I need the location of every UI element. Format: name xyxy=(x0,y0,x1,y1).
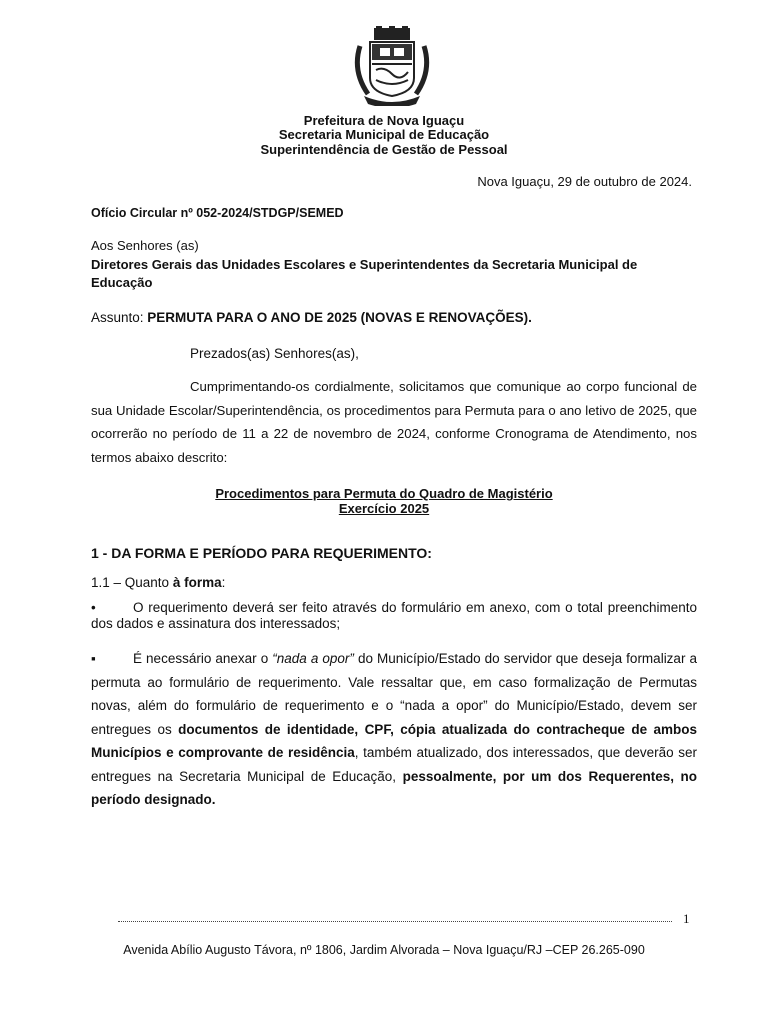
bullet-item-2 xyxy=(91,647,697,812)
coat-of-arms-logo xyxy=(350,26,434,106)
procedures-title-line-1: Procedimentos para Permuta do Quadro de Magistério xyxy=(215,486,553,501)
footer-address: Avenida Abílio Augusto Távora, nº 1806, Jardim Alvorada – Nova Iguaçu/RJ –CEP 26.265-090 xyxy=(123,943,645,957)
subject-text: PERMUTA PARA O ANO DE 2025 (NOVAS E RENOVAÇÕES). xyxy=(147,310,532,325)
bullet-1-text: O requerimento deverá ser feito através do formulário em anexo, com o total preenchimento dos dados e assinatura dos interessados; xyxy=(91,600,697,631)
round-bullet-icon: • xyxy=(91,600,96,615)
intro-text: Cumprimentando-os cordialmente, solicitamos que comunique ao corpo funcional de sua Unidade Escolar/Superintendência, os procedimentos para Permuta para o ano letivo de 2025, que ocorrerão no período de 11 a 22 de novembro de 2024, conforme Cronograma de Atendimento, nos termos abaixo descrito: xyxy=(91,379,697,465)
header-line-1: Prefeitura de Nova Iguaçu xyxy=(303,113,465,128)
square-bullet-icon: ▪ xyxy=(91,651,96,666)
bullet-2-text-1: É necessário anexar o xyxy=(133,651,273,666)
oficio-number: Ofício Circular nº 052-2024/STDGP/SEMED xyxy=(91,206,344,220)
subject-line xyxy=(91,310,532,325)
greeting: Prezados(as) Senhores(as), xyxy=(190,346,359,361)
procedures-title-line-2: Exercício 2025 xyxy=(338,501,430,516)
letter-date: Nova Iguaçu, 29 de outubro de 2024. xyxy=(477,174,692,189)
header-line-2: Secretaria Municipal de Educação xyxy=(278,127,490,142)
bullet-2-text-3: , também atualizado, dos interessados, que deverão ser entregues na Secretaria Municipal de Educação, xyxy=(91,745,698,784)
page-number: 1 xyxy=(683,911,690,926)
header-line-3: Superintendência de Gestão de Pessoal xyxy=(260,142,508,157)
bullet-2-text-2: do Município/Estado do servidor que deseja formalizar a permuta ao formulário de requerimento. Vale ressaltar que, em caso formalização de Permutas novas, além do formulário de requerimento e o “nada a opor” do Município/Estado, devem ser entregues os xyxy=(91,651,697,737)
procedures-title xyxy=(0,486,768,516)
subject-label: Assunto: xyxy=(91,310,144,325)
intro-paragraph xyxy=(91,375,697,469)
item-1-1-prefix: 1.1 – Quanto xyxy=(91,575,173,590)
bullet-2-bold-1: documentos de identidade, CPF, cópia atualizada do contracheque de ambos Municípios e comprovante de residência xyxy=(91,721,698,760)
recipients-names: Diretores Gerais das Unidades Escolares e Superintendentes da Secretaria Municipal de Educação xyxy=(91,257,638,290)
item-1-1 xyxy=(91,575,225,590)
bullet-2-bold-2: pessoalmente, por um dos Requerentes, no período designado. xyxy=(91,768,698,807)
item-1-1-bold: à forma xyxy=(172,575,222,590)
bullet-2-italic: “nada a opor” xyxy=(272,651,354,666)
section-1-title: 1 - DA FORMA E PERÍODO PARA REQUERIMENTO: xyxy=(91,545,432,561)
footer-divider xyxy=(118,921,672,922)
recipients-salutation: Aos Senhores (as) xyxy=(91,238,199,253)
bullet-item-1 xyxy=(91,600,697,632)
item-1-1-suffix: : xyxy=(221,575,226,590)
